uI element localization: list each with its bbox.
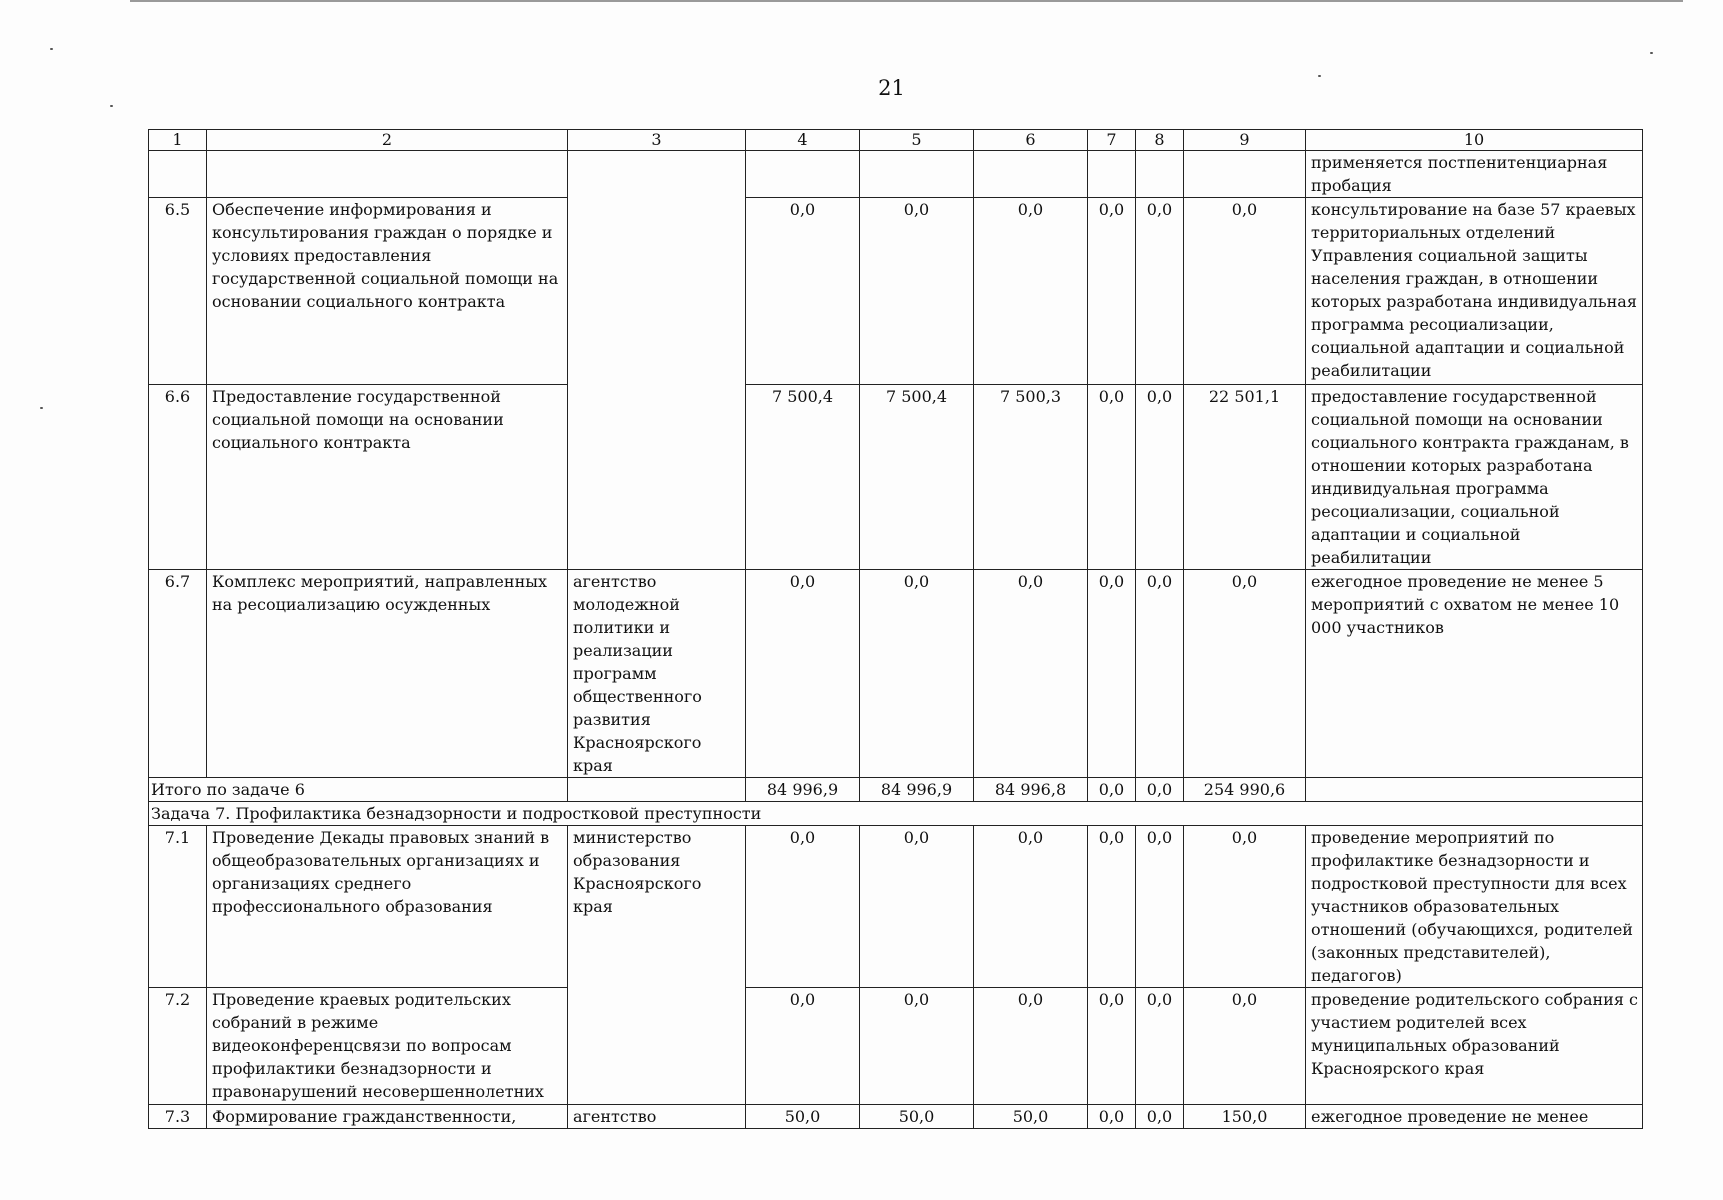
row-number: 7.1 xyxy=(149,826,207,988)
scan-speck xyxy=(110,105,113,107)
table-row xyxy=(149,570,1643,778)
value-col7: 0,0 xyxy=(1088,826,1136,988)
value-col4: 0,0 xyxy=(746,198,860,385)
value-col9: 150,0 xyxy=(1184,1105,1306,1129)
value-col8: 0,0 xyxy=(1136,198,1184,385)
value-col5: 0,0 xyxy=(860,570,974,778)
value-col5: 0,0 xyxy=(860,826,974,988)
scan-top-edge xyxy=(130,0,1683,2)
value-col8: 0,0 xyxy=(1136,988,1184,1105)
activity-name: Проведение Декады правовых знаний в общеобразовательных организациях и организациях среднего профессионального образования xyxy=(207,826,568,988)
row-number: 7.3 xyxy=(149,1105,207,1129)
value-col9: 0,0 xyxy=(1184,988,1306,1105)
executor-cell xyxy=(568,151,746,570)
table-row xyxy=(149,385,1643,570)
value-col4: 0,0 xyxy=(746,826,860,988)
activity-name: Формирование гражданственности, xyxy=(207,1105,568,1129)
total-col9: 254 990,6 xyxy=(1184,778,1306,802)
activity-name: Обеспечение информирования и консультирования граждан о порядке и условиях предоставления государственной социальной помощи на основании социального контракта xyxy=(207,198,568,385)
header-cell: 6 xyxy=(974,130,1088,151)
table-row xyxy=(149,826,1643,988)
program-activities-table xyxy=(148,129,1643,1129)
value-col6: 0,0 xyxy=(974,570,1088,778)
total-col4: 84 996,9 xyxy=(746,778,860,802)
total-col7: 0,0 xyxy=(1088,778,1136,802)
value-col7: 0,0 xyxy=(1088,570,1136,778)
value-col7: 0,0 xyxy=(1088,385,1136,570)
result-cell: проведение мероприятий по профилактике безнадзорности и подростковой преступности для всех участников образовательных отношений (обучающихся, родителей (законных представителей), педагогов) xyxy=(1306,826,1643,988)
scan-speck xyxy=(40,407,43,409)
scan-speck xyxy=(1650,52,1653,54)
value-col6: 0,0 xyxy=(974,988,1088,1105)
value-col6: 7 500,3 xyxy=(974,385,1088,570)
header-row xyxy=(149,130,1643,151)
value-col4: 7 500,4 xyxy=(746,385,860,570)
total-col6: 84 996,8 xyxy=(974,778,1088,802)
row-number: 7.2 xyxy=(149,988,207,1105)
table-row xyxy=(149,198,1643,385)
task-heading: Задача 7. Профилактика безнадзорности и подростковой преступности xyxy=(149,802,1643,826)
value-col7: 0,0 xyxy=(1088,198,1136,385)
activity-name: Комплекс мероприятий, направленных на ресоциализацию осужденных xyxy=(207,570,568,778)
value-col8: 0,0 xyxy=(1136,570,1184,778)
result-cell: проведение родительского собрания с участием родителей всех муниципальных образований Красноярского края xyxy=(1306,988,1643,1105)
header-cell: 8 xyxy=(1136,130,1184,151)
result-cell: применяется постпенитенциарная пробация xyxy=(1306,151,1643,198)
executor-cell: министерство образования Красноярского края xyxy=(568,826,746,1105)
value-col6: 50,0 xyxy=(974,1105,1088,1129)
executor-cell: агентство xyxy=(568,1105,746,1129)
value-col8: 0,0 xyxy=(1136,1105,1184,1129)
activity-name: Проведение краевых родительских собраний в режиме видеоконференцсвязи по вопросам профилактики безнадзорности и правонарушений несовершеннолетних xyxy=(207,988,568,1105)
row-number: 6.6 xyxy=(149,385,207,570)
header-cell: 7 xyxy=(1088,130,1136,151)
header-cell: 2 xyxy=(207,130,568,151)
value-col5: 50,0 xyxy=(860,1105,974,1129)
row-number: 6.7 xyxy=(149,570,207,778)
table-row xyxy=(149,151,1643,198)
executor-cell: агентство молодежной политики и реализации программ общественного развития Красноярского края xyxy=(568,570,746,778)
value-col8: 0,0 xyxy=(1136,385,1184,570)
header-cell: 10 xyxy=(1306,130,1643,151)
value-col6: 0,0 xyxy=(974,826,1088,988)
task-heading-row xyxy=(149,802,1643,826)
value-col7: 0,0 xyxy=(1088,1105,1136,1129)
value-col5: 0,0 xyxy=(860,198,974,385)
value-col4: 0,0 xyxy=(746,570,860,778)
result-cell: предоставление государственной социальной помощи на основании социального контракта гражданам, в отношении которых разработана индивидуальная программа ресоциализации, социальной адаптации и социальной реабилитации xyxy=(1306,385,1643,570)
value-col4: 50,0 xyxy=(746,1105,860,1129)
row-number: 6.5 xyxy=(149,198,207,385)
scan-speck xyxy=(50,48,53,50)
value-col9: 0,0 xyxy=(1184,198,1306,385)
result-cell: ежегодное проведение не менее 5 мероприятий с охватом не менее 10 000 участников xyxy=(1306,570,1643,778)
value-col4: 0,0 xyxy=(746,988,860,1105)
value-col6: 0,0 xyxy=(974,198,1088,385)
value-col9: 0,0 xyxy=(1184,570,1306,778)
page-number: 21 xyxy=(878,76,905,100)
value-col9: 0,0 xyxy=(1184,826,1306,988)
table-row xyxy=(149,988,1643,1105)
header-cell: 1 xyxy=(149,130,207,151)
value-col5: 7 500,4 xyxy=(860,385,974,570)
header-cell: 3 xyxy=(568,130,746,151)
value-col8: 0,0 xyxy=(1136,826,1184,988)
value-col9: 22 501,1 xyxy=(1184,385,1306,570)
table-row xyxy=(149,1105,1643,1129)
total-col8: 0,0 xyxy=(1136,778,1184,802)
total-label: Итого по задаче 6 xyxy=(149,778,568,802)
header-cell: 5 xyxy=(860,130,974,151)
total-row xyxy=(149,778,1643,802)
value-col7: 0,0 xyxy=(1088,988,1136,1105)
result-cell: ежегодное проведение не менее xyxy=(1306,1105,1643,1129)
result-cell: консультирование на базе 57 краевых территориальных отделений Управления социальной защиты населения граждан, в отношении которых разработана индивидуальная программа ресоциализации, социальной адаптации и социальной реабилитации xyxy=(1306,198,1643,385)
activity-name: Предоставление государственной социальной помощи на основании социального контракта xyxy=(207,385,568,570)
header-cell: 9 xyxy=(1184,130,1306,151)
total-col5: 84 996,9 xyxy=(860,778,974,802)
value-col5: 0,0 xyxy=(860,988,974,1105)
header-cell: 4 xyxy=(746,130,860,151)
